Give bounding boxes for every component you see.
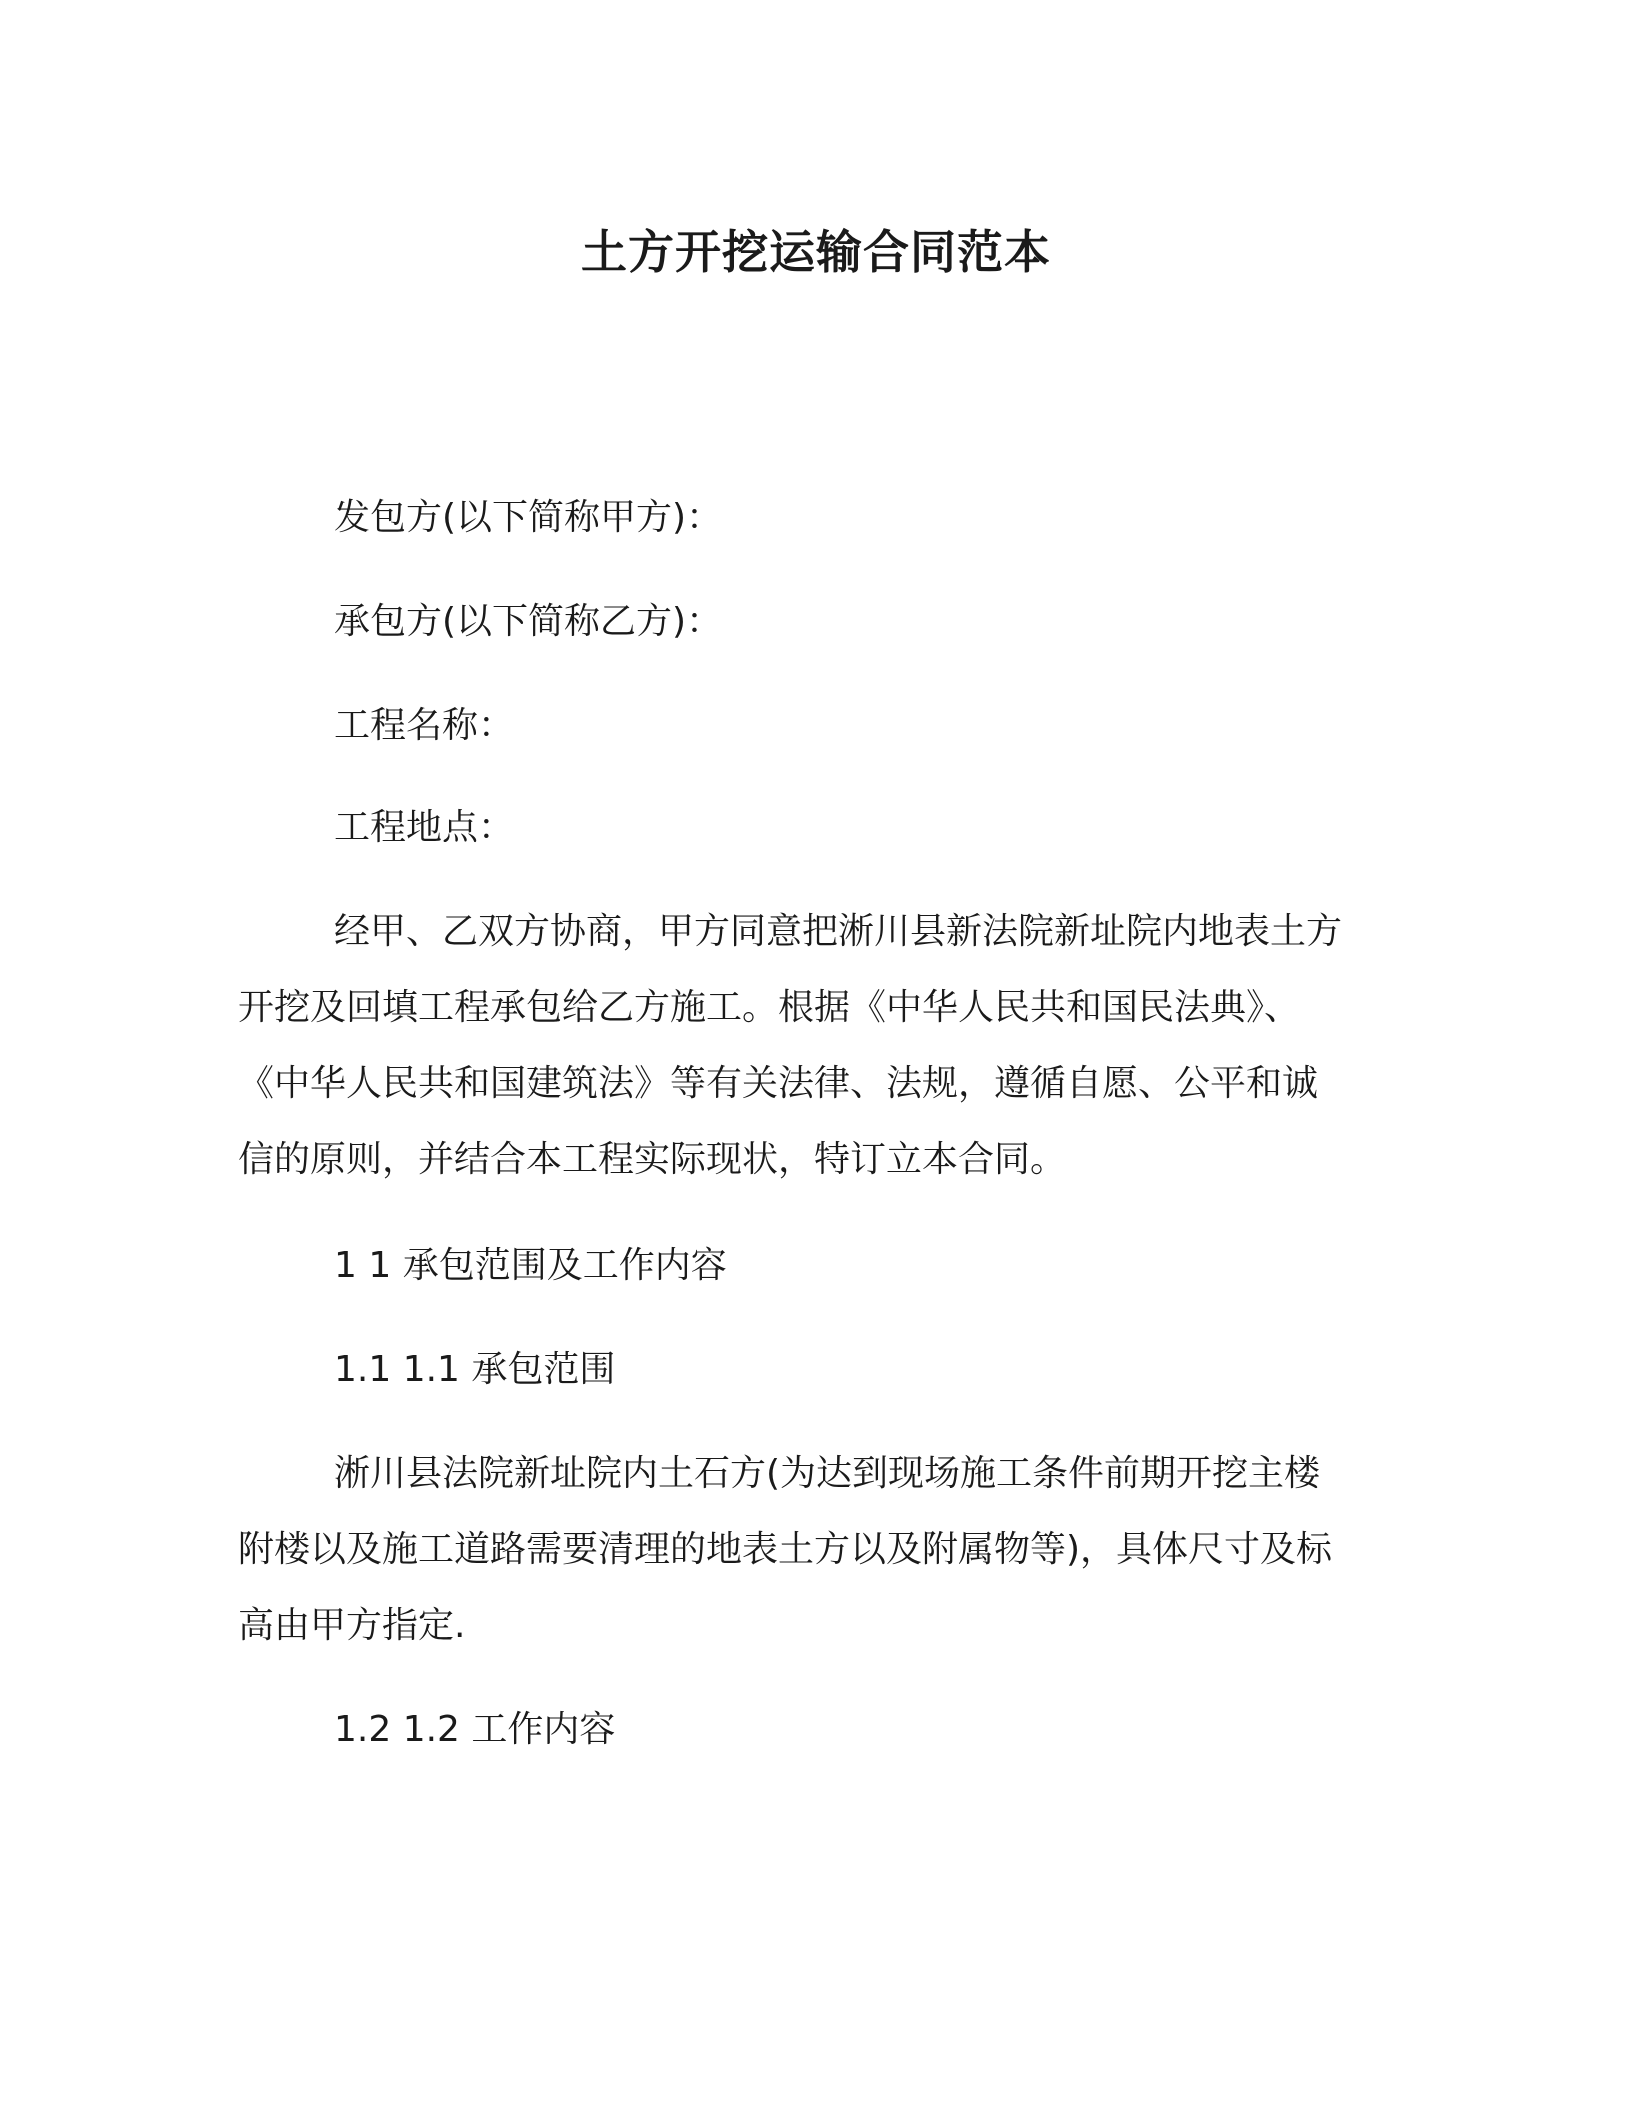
intro-paragraph-line: 经甲、乙双方协商，甲方同意把淅川县新法院新址院内地表土方 [334,911,1343,952]
party-a-label: 发包方(以下简称甲方)： [334,497,723,538]
intro-paragraph-line: 信的原则，并结合本工程实际现状，特订立本合同。 [238,1139,1067,1180]
project-location-label: 工程地点： [334,807,515,848]
section-1-2-heading: 1.2 1.2 工作内容 [334,1709,616,1750]
project-name-label: 工程名称： [334,705,515,746]
section-1-1-heading: 1.1 1.1 承包范围 [334,1349,616,1390]
document-title: 土方开挖运输合同范本 [581,225,1051,279]
section-1-heading: 1 1 承包范围及工作内容 [334,1245,727,1286]
scope-paragraph-line: 附楼以及施工道路需要清理的地表土方以及附属物等)，具体尺寸及标 [238,1529,1333,1570]
intro-paragraph-line: 开挖及回填工程承包给乙方施工。根据《中华人民共和国民法典》、 [238,987,1301,1028]
scope-paragraph-line: 淅川县法院新址院内土石方(为达到现场施工条件前期开挖主楼 [334,1453,1321,1494]
scope-paragraph-line: 高由甲方指定. [238,1605,466,1646]
intro-paragraph-line: 《中华人民共和国建筑法》等有关法律、法规，遵循自愿、公平和诚 [238,1063,1319,1104]
party-b-label: 承包方(以下简称乙方)： [334,601,723,642]
